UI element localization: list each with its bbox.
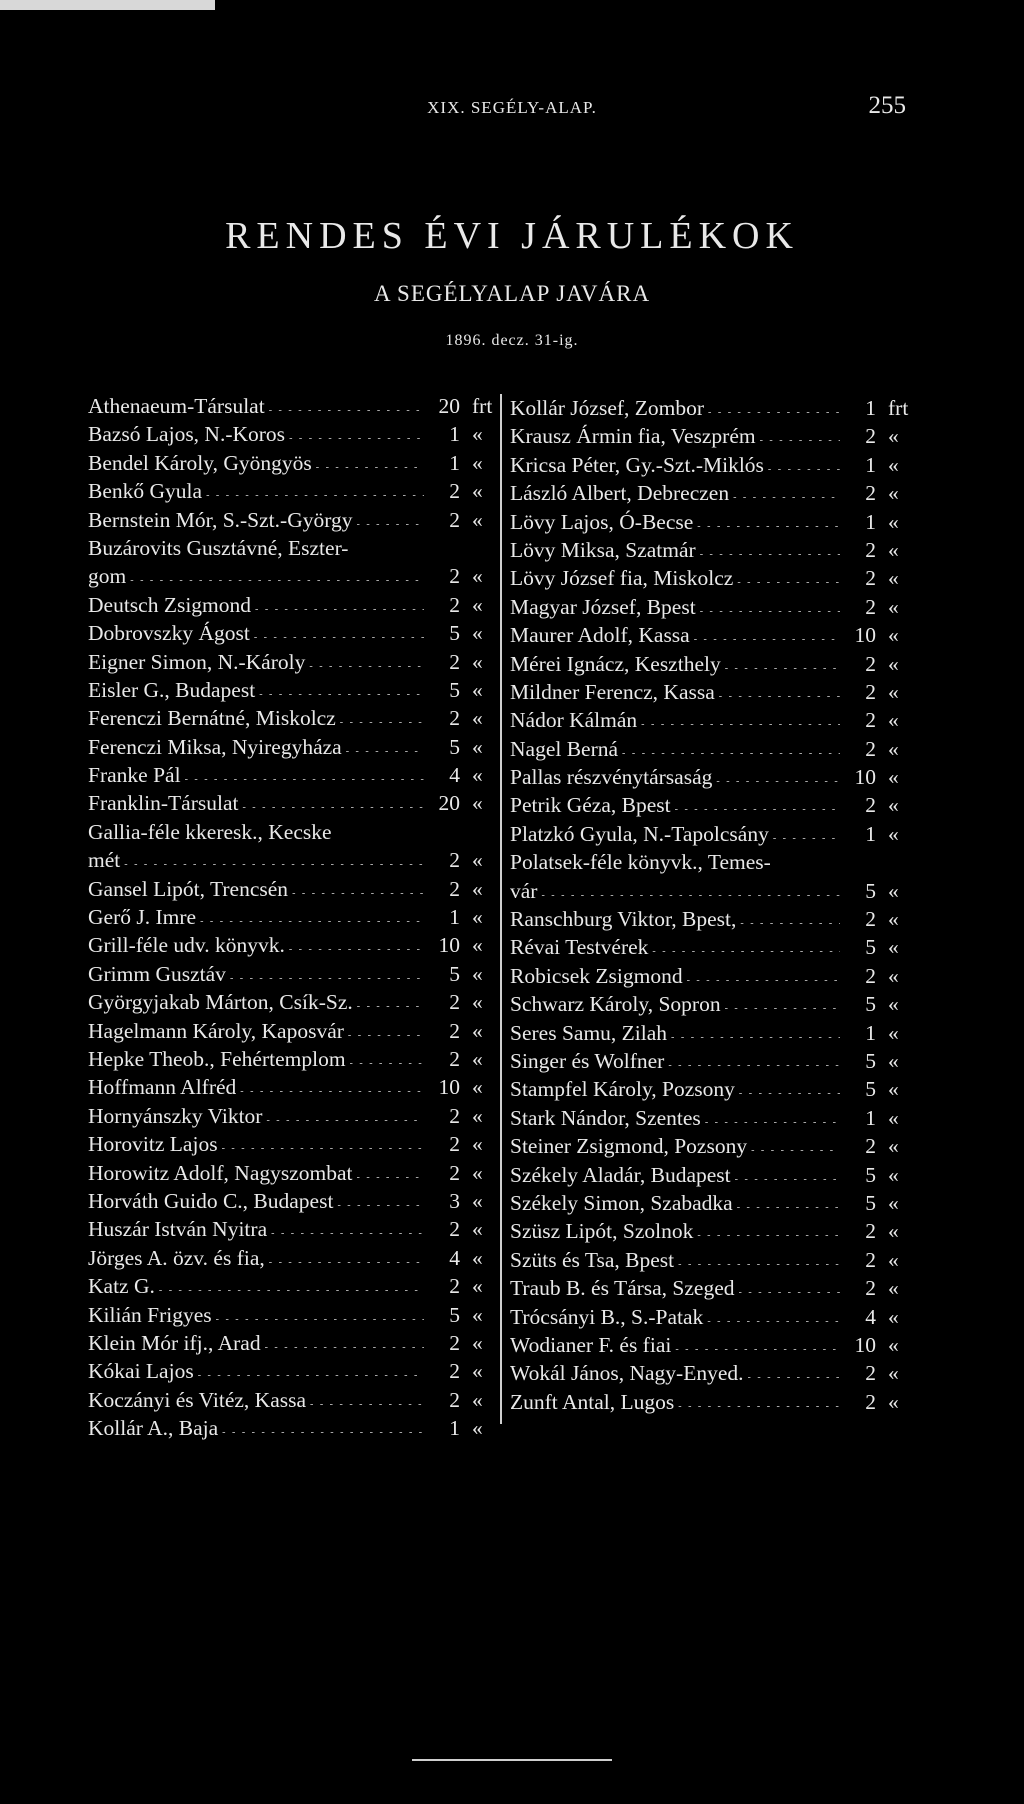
- contribution-amount: 2: [449, 479, 460, 504]
- contributor-name: Hagelmann Károly, Kaposvár: [88, 1018, 344, 1043]
- contributor-name: Koczányi és Vitéz, Kassa: [88, 1387, 307, 1412]
- currency-unit: «: [472, 990, 483, 1015]
- list-item: [510, 1019, 910, 1047]
- currency-unit: «: [472, 1330, 483, 1355]
- contributor-name: vár: [510, 878, 538, 903]
- list-item: [510, 1331, 910, 1359]
- currency-unit: «: [888, 1020, 899, 1045]
- currency-unit: «: [472, 961, 483, 986]
- currency-unit: «: [888, 1276, 899, 1301]
- contributor-name: Polatsek-féle könyvk., Temes-: [510, 850, 771, 875]
- currency-unit: «: [888, 1361, 899, 1386]
- contributor-name: Kókai Lajos: [88, 1359, 194, 1384]
- currency-unit: «: [888, 1332, 899, 1357]
- contributor-name: Buzárovits Gusztávné, Eszter-: [88, 535, 349, 560]
- contribution-amount: 1: [449, 1416, 460, 1441]
- contributor-name: Benkő Gyula: [88, 479, 203, 504]
- contributor-name: Horovitz Lajos: [88, 1132, 218, 1157]
- currency-unit: «: [472, 1387, 483, 1412]
- contribution-amount: 4: [449, 763, 460, 788]
- currency-unit: «: [472, 734, 483, 759]
- contributor-name: Lövy Miksa, Szatmár: [510, 537, 696, 562]
- currency-unit: «: [888, 765, 899, 790]
- contribution-amount: 2: [865, 736, 876, 761]
- contribution-amount: 2: [865, 1219, 876, 1244]
- list-item: [510, 422, 910, 450]
- bottom-rule: [412, 1759, 612, 1761]
- list-item: [510, 678, 910, 706]
- contribution-amount: 2: [449, 1103, 460, 1128]
- currency-unit: frt: [472, 394, 493, 418]
- currency-unit: «: [472, 422, 483, 447]
- currency-unit: «: [472, 905, 483, 930]
- list-item: [88, 818, 494, 846]
- contributor-name: Ferenczi Miksa, Nyiregyháza: [88, 734, 342, 759]
- contribution-amount: 10: [854, 623, 876, 648]
- contributor-name: Wokál János, Nagy-Enyed.: [510, 1361, 744, 1386]
- list-item: [88, 988, 494, 1016]
- contribution-amount: 5: [449, 1302, 460, 1327]
- contribution-amount: 5: [449, 621, 460, 646]
- contributor-name: Mérei Ignácz, Keszthely: [510, 651, 721, 676]
- contributor-name: Hepke Theob., Fehértemplom: [88, 1046, 346, 1071]
- list-item: [510, 394, 910, 422]
- list-item: [510, 479, 910, 507]
- list-item: [88, 1301, 494, 1329]
- list-item: [510, 820, 910, 848]
- contributor-name: Steiner Zsigmond, Pozsony: [510, 1134, 748, 1159]
- contributor-name: Révai Testvérek: [510, 935, 649, 960]
- currency-unit: «: [472, 621, 483, 646]
- contributor-name: Maurer Adolf, Kassa: [510, 623, 690, 648]
- currency-unit: «: [888, 537, 899, 562]
- contributor-name: Horváth Guido C., Budapest: [88, 1188, 334, 1213]
- contribution-amount: 10: [854, 765, 876, 790]
- contributor-name: Athenaeum-Társulat: [88, 394, 265, 418]
- contribution-amount: 1: [865, 396, 876, 420]
- list-item: [88, 449, 494, 477]
- contributor-name: Lövy József fia, Miskolcz: [510, 566, 734, 591]
- currency-unit: «: [888, 1077, 899, 1102]
- contribution-amount: 2: [449, 1274, 460, 1299]
- contributor-name: Platzkó Gyula, N.-Tapolcsány: [510, 821, 769, 846]
- list-item: [88, 477, 494, 505]
- contribution-amount: 2: [449, 1160, 460, 1185]
- contribution-amount: 2: [449, 990, 460, 1015]
- list-item: [510, 508, 910, 536]
- contribution-amount: 2: [865, 963, 876, 988]
- contribution-amount: 10: [854, 1332, 876, 1357]
- currency-unit: «: [472, 1132, 483, 1157]
- contribution-amount: 5: [865, 878, 876, 903]
- currency-unit: «: [472, 677, 483, 702]
- currency-unit: «: [888, 1389, 899, 1414]
- list-item: [510, 905, 910, 933]
- contributor-name: mét: [88, 848, 121, 873]
- contribution-amount: 2: [865, 793, 876, 818]
- contribution-amount: 2: [865, 424, 876, 449]
- currency-unit: «: [472, 1416, 483, 1441]
- contributor-name: Klein Mór ifj., Arad: [88, 1330, 261, 1355]
- list-item: [510, 1075, 910, 1103]
- list-item: [510, 1217, 910, 1245]
- list-item: [88, 1329, 494, 1357]
- contributor-name: Zunft Antal, Lugos: [510, 1389, 675, 1414]
- contributor-name: Szüsz Lipót, Szolnok: [510, 1219, 694, 1244]
- list-item: [510, 536, 910, 564]
- currency-unit: «: [472, 1359, 483, 1384]
- contribution-amount: 2: [449, 876, 460, 901]
- list-item: [510, 1189, 910, 1217]
- list-item: [88, 1017, 494, 1045]
- currency-unit: «: [472, 1046, 483, 1071]
- contributor-name: Magyar József, Bpest: [510, 594, 696, 619]
- contributor-name: Grill-féle udv. könyvk.: [88, 933, 285, 958]
- currency-unit: «: [888, 1105, 899, 1130]
- contribution-amount: 2: [449, 592, 460, 617]
- currency-unit: «: [888, 736, 899, 761]
- list-item: [88, 789, 494, 817]
- contributor-name: Seres Samu, Zilah: [510, 1020, 668, 1045]
- contributor-name: Horowitz Adolf, Nagyszombat: [88, 1160, 353, 1185]
- currency-unit: «: [888, 821, 899, 846]
- currency-unit: «: [472, 763, 483, 788]
- currency-unit: «: [472, 933, 483, 958]
- running-header: [0, 92, 1024, 122]
- list-item: [88, 420, 494, 448]
- currency-unit: «: [888, 1190, 899, 1215]
- contributor-name: Deutsch Zsigmond: [88, 592, 252, 617]
- contributor-name: Franklin-Társulat: [88, 791, 239, 816]
- currency-unit: «: [888, 509, 899, 534]
- list-item: [88, 562, 494, 590]
- currency-unit: «: [472, 564, 483, 589]
- contribution-amount: 5: [865, 1190, 876, 1215]
- contributor-name: Kilián Frigyes: [88, 1302, 212, 1327]
- contributor-name: Szüts és Tsa, Bpest: [510, 1247, 675, 1272]
- contribution-amount: 1: [449, 905, 460, 930]
- contributor-name: Hornyánszky Viktor: [88, 1103, 263, 1128]
- currency-unit: «: [888, 708, 899, 733]
- contributor-name: Eisler G., Budapest: [88, 677, 256, 702]
- list-item: [510, 962, 910, 990]
- list-item: [510, 763, 910, 791]
- contributor-name: Hoffmann Alfréd: [88, 1075, 237, 1100]
- currency-unit: «: [888, 424, 899, 449]
- list-item: [510, 877, 910, 905]
- list-item: [510, 706, 910, 734]
- left-column: [88, 392, 494, 1442]
- currency-unit: «: [472, 1245, 483, 1270]
- contribution-amount: 1: [865, 821, 876, 846]
- list-item: [88, 619, 494, 647]
- currency-unit: «: [888, 651, 899, 676]
- list-item: [510, 791, 910, 819]
- list-item: [510, 933, 910, 961]
- contribution-amount: 2: [449, 1132, 460, 1157]
- currency-unit: «: [472, 1217, 483, 1242]
- contributor-name: Jörges A. özv. és fia,: [88, 1245, 265, 1270]
- contribution-amount: 5: [449, 677, 460, 702]
- list-item: [510, 1104, 910, 1132]
- list-item: [510, 1388, 910, 1416]
- page-subtitle: A SEGÉLYALAP JAVÁRA: [373, 281, 651, 306]
- list-item: [88, 960, 494, 988]
- list-item: [510, 1246, 910, 1274]
- leader-dots: [222, 1414, 424, 1447]
- list-item: [510, 1161, 910, 1189]
- contributor-name: Kricsa Péter, Gy.-Szt.-Miklós: [510, 452, 764, 477]
- list-item: [88, 392, 494, 420]
- contribution-amount: 5: [865, 935, 876, 960]
- list-item: [88, 506, 494, 534]
- list-item: [88, 846, 494, 874]
- contributor-name: Nádor Kálmán: [510, 708, 638, 733]
- contribution-amount: 2: [449, 1359, 460, 1384]
- contribution-amount: 2: [865, 907, 876, 932]
- currency-unit: «: [888, 679, 899, 704]
- list-item: [88, 1187, 494, 1215]
- contribution-amount: 3: [449, 1188, 460, 1213]
- contribution-amount: 1: [449, 450, 460, 475]
- contribution-amount: 2: [865, 708, 876, 733]
- contribution-amount: 20: [438, 394, 460, 418]
- list-item: [510, 990, 910, 1018]
- contributor-name: Petrik Géza, Bpest: [510, 793, 671, 818]
- currency-unit: «: [888, 1134, 899, 1159]
- contributor-name: Singer és Wolfner: [510, 1048, 665, 1073]
- contribution-amount: 2: [449, 564, 460, 589]
- contributor-name: Huszár István Nyitra: [88, 1217, 268, 1242]
- contributor-name: Ranschburg Viktor, Bpest,: [510, 907, 737, 932]
- contribution-amount: 1: [865, 509, 876, 534]
- right-column: [500, 394, 910, 1424]
- list-item: [510, 1132, 910, 1160]
- list-item: [88, 1414, 494, 1442]
- contribution-amount: 1: [449, 422, 460, 447]
- list-item: [510, 1303, 910, 1331]
- contribution-amount: 2: [865, 679, 876, 704]
- list-item: [88, 1215, 494, 1243]
- list-item: [510, 650, 910, 678]
- contribution-amount: 2: [449, 848, 460, 873]
- list-item: [88, 1073, 494, 1101]
- currency-unit: «: [888, 907, 899, 932]
- currency-unit: «: [472, 791, 483, 816]
- contribution-amount: 2: [449, 649, 460, 674]
- contributor-name: Gansel Lipót, Trencsén: [88, 876, 289, 901]
- currency-unit: «: [472, 1302, 483, 1327]
- list-item: [88, 931, 494, 959]
- currency-unit: «: [888, 935, 899, 960]
- contribution-amount: 10: [438, 1075, 460, 1100]
- contributor-name: Mildner Ferencz, Kassa: [510, 679, 715, 704]
- contribution-amount: 2: [865, 1361, 876, 1386]
- contribution-amount: 2: [865, 566, 876, 591]
- contribution-amount: 5: [449, 734, 460, 759]
- contribution-amount: 5: [865, 1077, 876, 1102]
- list-item: [510, 1047, 910, 1075]
- contributor-name: Trócsányi B., S.-Patak: [510, 1304, 704, 1329]
- contributor-name: Wodianer F. és fiai: [510, 1332, 672, 1357]
- currency-unit: «: [888, 1247, 899, 1272]
- leader-dots: [357, 506, 425, 539]
- contributor-name: Nagel Berná: [510, 736, 619, 761]
- contribution-amount: 2: [449, 1217, 460, 1242]
- currency-unit: «: [472, 706, 483, 731]
- currency-unit: «: [888, 566, 899, 591]
- contribution-amount: 4: [449, 1245, 460, 1270]
- list-item: [88, 1244, 494, 1272]
- contribution-amount: 5: [865, 1162, 876, 1187]
- contributor-name: Dobrovszky Ágost: [88, 621, 250, 646]
- currency-unit: «: [472, 1103, 483, 1128]
- list-item: [510, 848, 910, 876]
- currency-unit: «: [472, 1160, 483, 1185]
- contributor-name: gom: [88, 564, 127, 589]
- contributor-name: Bendel Károly, Gyöngyös: [88, 450, 312, 475]
- list-item: [88, 733, 494, 761]
- currency-unit: «: [472, 507, 483, 532]
- list-item: [88, 704, 494, 732]
- page-edge-scrap: [0, 0, 215, 10]
- date-line: 1896. decz. 31-ig.: [445, 332, 579, 349]
- list-item: [510, 1359, 910, 1387]
- contribution-amount: 2: [865, 1276, 876, 1301]
- currency-unit: «: [888, 1219, 899, 1244]
- contributor-name: Stampfel Károly, Pozsony: [510, 1077, 735, 1102]
- leader-dots: [773, 820, 840, 853]
- contribution-amount: 2: [865, 481, 876, 506]
- contribution-amount: 2: [865, 1247, 876, 1272]
- contribution-amount: 4: [865, 1304, 876, 1329]
- contribution-amount: 1: [865, 1105, 876, 1130]
- list-item: [510, 621, 910, 649]
- contributor-name: Traub B. és Társa, Szeged: [510, 1276, 735, 1301]
- contributor-name: Schwarz Károly, Sopron: [510, 992, 721, 1017]
- currency-unit: «: [888, 1162, 899, 1187]
- contribution-amount: 2: [865, 594, 876, 619]
- contributor-name: Székely Simon, Szabadka: [510, 1190, 733, 1215]
- currency-unit: frt: [888, 396, 909, 420]
- currency-unit: «: [472, 1274, 483, 1299]
- contribution-amount: 2: [449, 1330, 460, 1355]
- currency-unit: «: [888, 1048, 899, 1073]
- list-item: [88, 591, 494, 619]
- currency-unit: «: [472, 479, 483, 504]
- contributor-name: Grimm Gusztáv: [88, 961, 226, 986]
- contribution-amount: 2: [449, 706, 460, 731]
- list-item: [510, 451, 910, 479]
- list-item: [88, 1102, 494, 1130]
- contribution-amount: 2: [449, 507, 460, 532]
- contribution-amount: 2: [865, 1134, 876, 1159]
- currency-unit: «: [888, 1304, 899, 1329]
- currency-unit: «: [472, 848, 483, 873]
- contribution-amount: 2: [449, 1387, 460, 1412]
- list-item: [88, 534, 494, 562]
- page-number: 255: [868, 92, 906, 119]
- currency-unit: «: [888, 963, 899, 988]
- contributor-name: Eigner Simon, N.-Károly: [88, 649, 306, 674]
- contribution-amount: 5: [865, 992, 876, 1017]
- currency-unit: «: [472, 1018, 483, 1043]
- contributor-name: Ferenczi Bernátné, Miskolcz: [88, 706, 336, 731]
- currency-unit: «: [888, 992, 899, 1017]
- currency-unit: «: [472, 450, 483, 475]
- list-item: [88, 1386, 494, 1414]
- contributor-name: Gerő J. Imre: [88, 905, 197, 930]
- list-item: [88, 903, 494, 931]
- contributor-name: Franke Pál: [88, 763, 181, 788]
- list-item: [88, 1130, 494, 1158]
- list-item: [510, 593, 910, 621]
- currency-unit: «: [888, 452, 899, 477]
- currency-unit: «: [472, 592, 483, 617]
- list-item: [88, 648, 494, 676]
- contributor-name: Lövy Lajos, Ó-Becse: [510, 509, 694, 534]
- contribution-amount: 10: [438, 933, 460, 958]
- contributor-name: Székely Aladár, Budapest: [510, 1162, 731, 1187]
- contribution-amount: 5: [449, 961, 460, 986]
- contribution-amount: 2: [865, 651, 876, 676]
- contributor-name: Kollár József, Zombor: [510, 396, 705, 420]
- contributor-name: Pallas részvénytársaság: [510, 765, 713, 790]
- currency-unit: «: [472, 876, 483, 901]
- currency-unit: «: [888, 878, 899, 903]
- contributor-name: Bernstein Mór, S.-Szt.-György: [88, 507, 353, 532]
- contributor-name: Katz G.: [88, 1274, 155, 1299]
- contribution-amount: 2: [865, 537, 876, 562]
- list-item: [88, 1357, 494, 1385]
- contribution-amount: 2: [865, 1389, 876, 1414]
- list-item: [88, 1159, 494, 1187]
- contributor-name: Bazsó Lajos, N.-Koros: [88, 422, 286, 447]
- list-item: [510, 1274, 910, 1302]
- currency-unit: «: [888, 594, 899, 619]
- currency-unit: «: [888, 793, 899, 818]
- currency-unit: «: [888, 623, 899, 648]
- list-item: [88, 676, 494, 704]
- currency-unit: «: [472, 649, 483, 674]
- contributor-name: Kollár A., Baja: [88, 1416, 219, 1441]
- list-item: [510, 735, 910, 763]
- currency-unit: «: [472, 1075, 483, 1100]
- contribution-amount: 20: [438, 791, 460, 816]
- contribution-amount: 2: [449, 1018, 460, 1043]
- contributor-name: Stark Nándor, Szentes: [510, 1105, 701, 1130]
- contributor-name: Gallia-féle kkeresk., Kecske: [88, 819, 332, 844]
- contribution-amount: 1: [865, 452, 876, 477]
- currency-unit: «: [472, 1188, 483, 1213]
- contributor-name: Györgyjakab Márton, Csík-Sz.: [88, 990, 353, 1015]
- contribution-amount: 5: [865, 1048, 876, 1073]
- contributor-name: Krausz Ármin fia, Veszprém: [510, 424, 756, 449]
- page-title: RENDES ÉVI JÁRULÉKOK: [225, 215, 799, 257]
- list-item: [510, 564, 910, 592]
- running-title: XIX. SEGÉLY-ALAP.: [427, 98, 597, 117]
- currency-unit: «: [888, 481, 899, 506]
- contributor-name: Robicsek Zsigmond: [510, 963, 683, 988]
- list-item: [88, 761, 494, 789]
- list-item: [88, 1272, 494, 1300]
- contribution-amount: 2: [449, 1046, 460, 1071]
- contributor-name: László Albert, Debreczen: [510, 481, 730, 506]
- leader-dots: [678, 1388, 840, 1421]
- contribution-amount: 1: [865, 1020, 876, 1045]
- list-item: [88, 1045, 494, 1073]
